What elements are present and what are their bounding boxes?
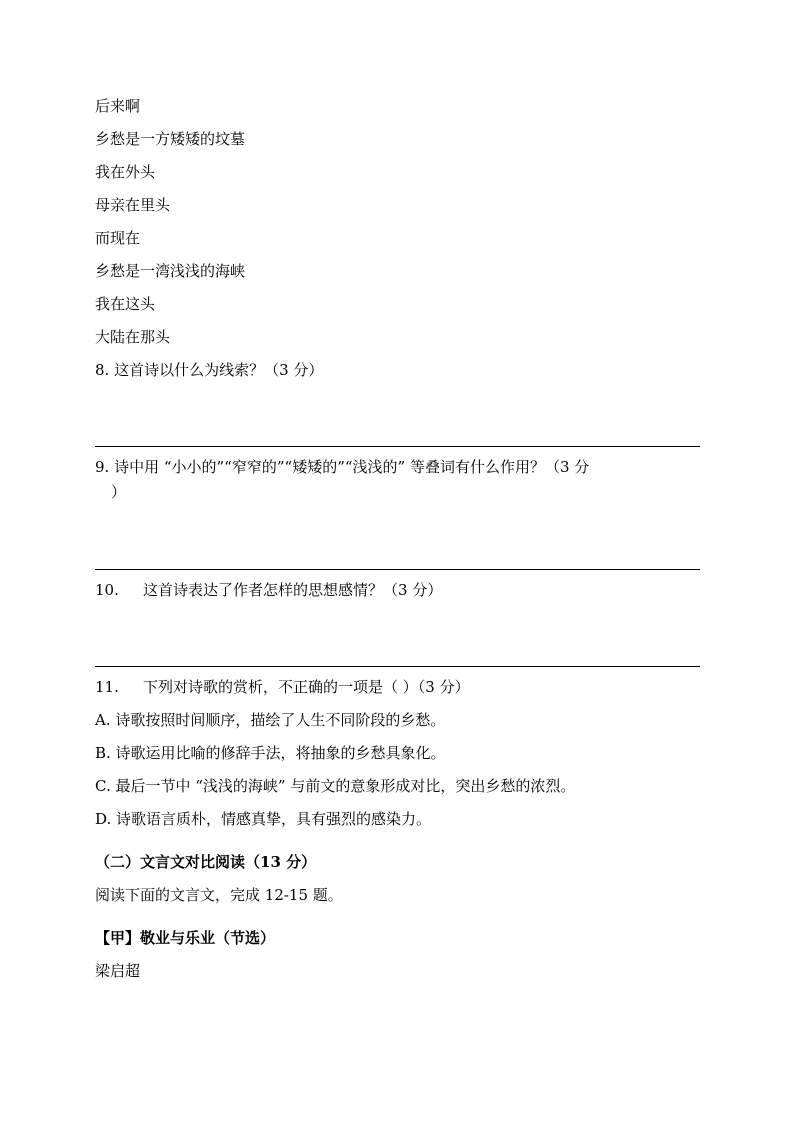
- section-heading: （二）文言文对比阅读（13 分）: [95, 853, 317, 871]
- option-a: A. 诗歌按照时间顺序，描绘了人生不同阶段的乡愁。: [95, 711, 446, 729]
- poem-line: 母亲在里头: [95, 196, 171, 214]
- question-10-number: 10.: [95, 581, 119, 599]
- question-10-text: 这首诗表达了作者怎样的思想感情？（3 分）: [143, 581, 443, 599]
- poem-line: 后来啊: [95, 97, 141, 115]
- poem-line: 乡愁是一湾浅浅的海峡: [95, 262, 246, 280]
- answer-line-8[interactable]: [95, 446, 700, 447]
- answer-line-9[interactable]: [95, 569, 700, 570]
- question-11-number: 11.: [95, 678, 119, 696]
- poem-line: 而现在: [95, 229, 141, 247]
- poem-line: 我在外头: [95, 163, 156, 181]
- question-8: 8. 这首诗以什么为线索？（3 分）: [95, 361, 324, 379]
- question-9: 9. 诗中用 “小小的”“窄窄的”“矮矮的”“浅浅的” 等叠词有什么作用？（3 分: [95, 458, 590, 476]
- question-9-cont: ）: [111, 483, 127, 501]
- question-10: [95, 580, 442, 600]
- passage-author: 梁启超: [95, 962, 141, 980]
- answer-line-10[interactable]: [95, 666, 700, 667]
- question-11: [95, 677, 470, 697]
- section-instruction: 阅读下面的文言文，完成 12-15 题。: [95, 886, 343, 904]
- poem-line: 大陆在那头: [95, 328, 171, 346]
- passage-title: 【甲】敬业与乐业（节选）: [95, 929, 276, 947]
- option-d: D. 诗歌语言质朴，情感真挚，具有强烈的感染力。: [95, 810, 432, 828]
- option-b: B. 诗歌运用比喻的修辞手法，将抽象的乡愁具象化。: [95, 744, 446, 762]
- poem-line: 乡愁是一方矮矮的坟墓: [95, 130, 246, 148]
- question-11-text: 下列对诗歌的赏析，不正确的一项是（ ）（3 分）: [143, 678, 470, 696]
- poem-line: 我在这头: [95, 295, 156, 313]
- option-c: C. 最后一节中 “浅浅的海峡” 与前文的意象形成对比，突出乡愁的浓烈。: [95, 777, 576, 795]
